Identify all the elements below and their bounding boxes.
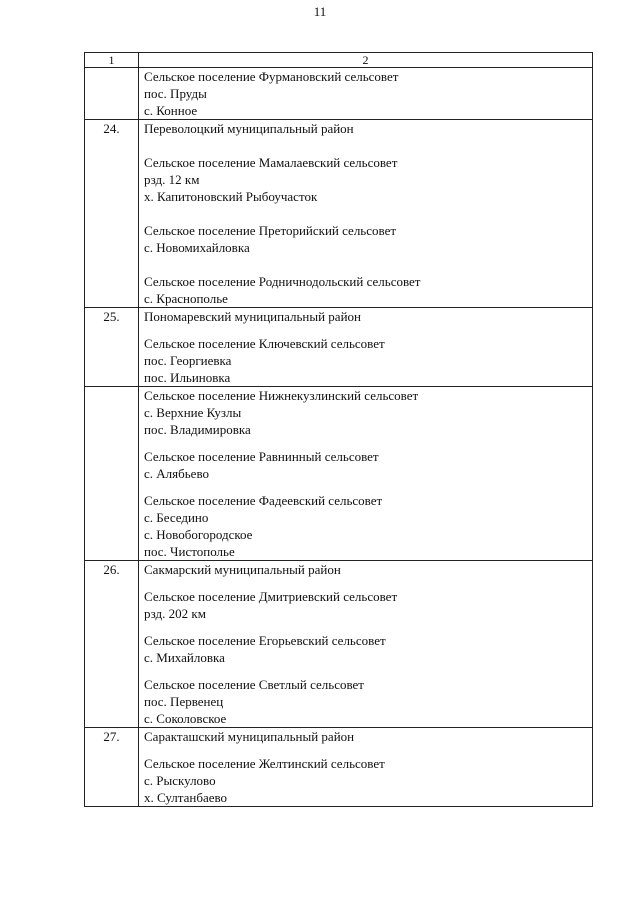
row-number: [85, 68, 139, 120]
settlement-title: Сельское поселение Светлый сельсовет: [144, 677, 364, 692]
locality-name: с. Конное: [144, 103, 198, 118]
locality-name: пос. Первенец: [144, 694, 224, 709]
locality-name: с. Новобогородское: [144, 527, 253, 542]
settlement-title: Сельское поселение Дмитриевский сельсовет: [144, 589, 398, 604]
locality-name: пос. Ильиновка: [144, 370, 231, 385]
row-content: [139, 308, 593, 387]
spacer: [144, 438, 592, 448]
spacer: [144, 578, 592, 588]
locality-name: пос. Чистополье: [144, 544, 235, 559]
locality-name: с. Михайловка: [144, 650, 225, 665]
settlement-title: Сельское поселение Фадеевский сельсовет: [144, 493, 383, 508]
locality-name: с. Верхние Кузлы: [144, 405, 242, 420]
row-number: 27.: [85, 728, 139, 807]
settlement-title: Сельское поселение Нижнекузлинский сельсовет: [144, 388, 419, 403]
row-content: [139, 387, 593, 561]
table-body: [85, 68, 593, 807]
table-row: [85, 68, 593, 120]
row-content: [139, 561, 593, 728]
settlement-title: Сельское поселение Фурмановский сельсовет: [144, 69, 399, 84]
spacer: [144, 137, 592, 154]
spacer: [144, 325, 592, 335]
table-row: [85, 120, 593, 308]
locality-name: пос. Георгиевка: [144, 353, 232, 368]
spacer: [144, 205, 592, 222]
locality-name: с. Беседино: [144, 510, 209, 525]
locality-name: рзд. 202 км: [144, 606, 206, 621]
locality-name: с. Алябьево: [144, 466, 209, 481]
spacer: [144, 256, 592, 273]
column-2-header: 2: [139, 53, 593, 68]
row-number: 26.: [85, 561, 139, 728]
settlements-table: [84, 52, 593, 807]
table-row: [85, 387, 593, 561]
locality-name: с. Краснополье: [144, 291, 228, 306]
locality-name: пос. Владимировка: [144, 422, 251, 437]
settlement-title: Сельское поселение Егорьевский сельсовет: [144, 633, 386, 648]
settlement-title: Сельское поселение Ключевский сельсовет: [144, 336, 385, 351]
district-name: Переволоцкий муниципальный район: [144, 121, 354, 136]
settlement-title: Сельское поселение Желтинский сельсовет: [144, 756, 385, 771]
row-number: 24.: [85, 120, 139, 308]
table-row: [85, 561, 593, 728]
spacer: [144, 622, 592, 632]
row-content: [139, 728, 593, 807]
row-content: [139, 68, 593, 120]
district-name: Саракташский муниципальный район: [144, 729, 355, 744]
locality-name: рзд. 12 км: [144, 172, 200, 187]
locality-name: с. Новомихайловка: [144, 240, 250, 255]
table-header-row: [85, 53, 593, 68]
settlement-title: Сельское поселение Родничнодольский сельсовет: [144, 274, 421, 289]
row-number: 25.: [85, 308, 139, 387]
locality-name: х. Султанбаево: [144, 790, 228, 805]
district-name: Пономаревский муниципальный район: [144, 309, 361, 324]
settlement-title: Сельское поселение Равнинный сельсовет: [144, 449, 379, 464]
settlement-title: Сельское поселение Преторийский сельсовет: [144, 223, 397, 238]
settlement-title: Сельское поселение Мамалаевский сельсовет: [144, 155, 398, 170]
row-content: [139, 120, 593, 308]
spacer: [144, 666, 592, 676]
locality-name: х. Капитоновский Рыбоучасток: [144, 189, 318, 204]
column-1-header: 1: [85, 53, 139, 68]
spacer: [144, 482, 592, 492]
table-row: [85, 308, 593, 387]
table-row: [85, 728, 593, 807]
locality-name: пос. Пруды: [144, 86, 207, 101]
row-number: [85, 387, 139, 561]
spacer: [144, 745, 592, 755]
district-name: Сакмарский муниципальный район: [144, 562, 341, 577]
locality-name: с. Рыскулово: [144, 773, 216, 788]
page-number: 11: [313, 4, 327, 19]
locality-name: с. Соколовское: [144, 711, 227, 726]
